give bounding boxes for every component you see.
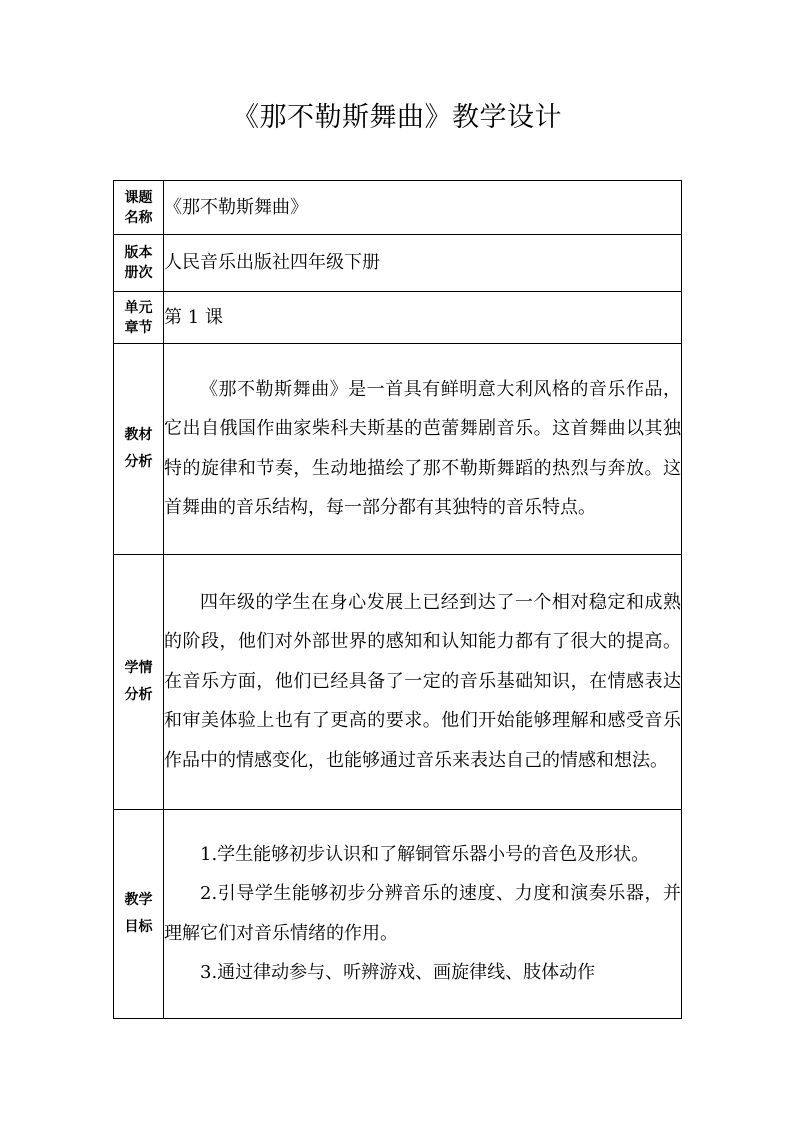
teaching-goal-item: 1.学生能够初步认识和了解铜管乐器小号的音色及形状。 bbox=[200, 843, 650, 865]
table-row-material-analysis bbox=[114, 344, 682, 555]
student-analysis-paragraph: 四年级的学生在身心发展上已经到达了一个相对稳定和成熟的阶段，他们对外部世界的感知和认知能力都有了很大的提高。在音乐方面，他们已经具备了一定的音乐基础知识，在情感表达和审美体验上也有了更高的要求。他们开始能够理解和感受音乐作品中的情感变化，也能够通过音乐来表达自己的情感和想法。 bbox=[164, 591, 681, 771]
row-label-teaching-goals: 教学目标 bbox=[114, 810, 164, 1019]
teaching-goal-item: 3.通过律动参与、听辨游戏、画旋律线、肢体动作 bbox=[200, 962, 596, 983]
row-label-student-analysis: 学情分析 bbox=[114, 555, 164, 810]
table-row-topic bbox=[114, 181, 682, 235]
row-label-topic: 课题名称 bbox=[114, 181, 164, 235]
row-content-student-analysis bbox=[164, 555, 682, 810]
row-label-material-analysis: 教材分析 bbox=[114, 344, 164, 555]
table-row-student-analysis bbox=[114, 555, 682, 810]
teaching-goal-item: 2.引导学生能够初步分辨音乐的速度、力度和演奏乐器，并理解它们对音乐情绪的作用。 bbox=[164, 883, 681, 944]
table-row-unit bbox=[114, 292, 682, 344]
table-row-edition bbox=[114, 235, 682, 292]
material-analysis-paragraph: 《那不勒斯舞曲》是一首具有鲜明意大利风格的音乐作品，它出自俄国作曲家柴科夫斯基的芭蕾舞剧音乐。这首舞曲以其独特的旋律和节奏，生动地描绘了那不勒斯舞蹈的热烈与奔放。这首舞曲的音乐结构，每一部分都有其独特的音乐特点。 bbox=[164, 378, 681, 518]
row-content-material-analysis bbox=[164, 344, 682, 555]
page-title: 《那不勒斯舞曲》教学设计 bbox=[232, 102, 562, 133]
row-content-edition: 人民音乐出版社四年级下册 bbox=[164, 235, 682, 292]
lesson-plan-table bbox=[113, 180, 682, 1019]
row-label-edition: 版本册次 bbox=[114, 235, 164, 292]
row-content-topic: 《那不勒斯舞曲》 bbox=[164, 181, 682, 235]
row-label-unit: 单元章节 bbox=[114, 292, 164, 344]
table-row-teaching-goals bbox=[114, 810, 682, 1019]
row-content-unit: 第 1 课 bbox=[164, 292, 682, 344]
row-content-teaching-goals bbox=[164, 810, 682, 1019]
